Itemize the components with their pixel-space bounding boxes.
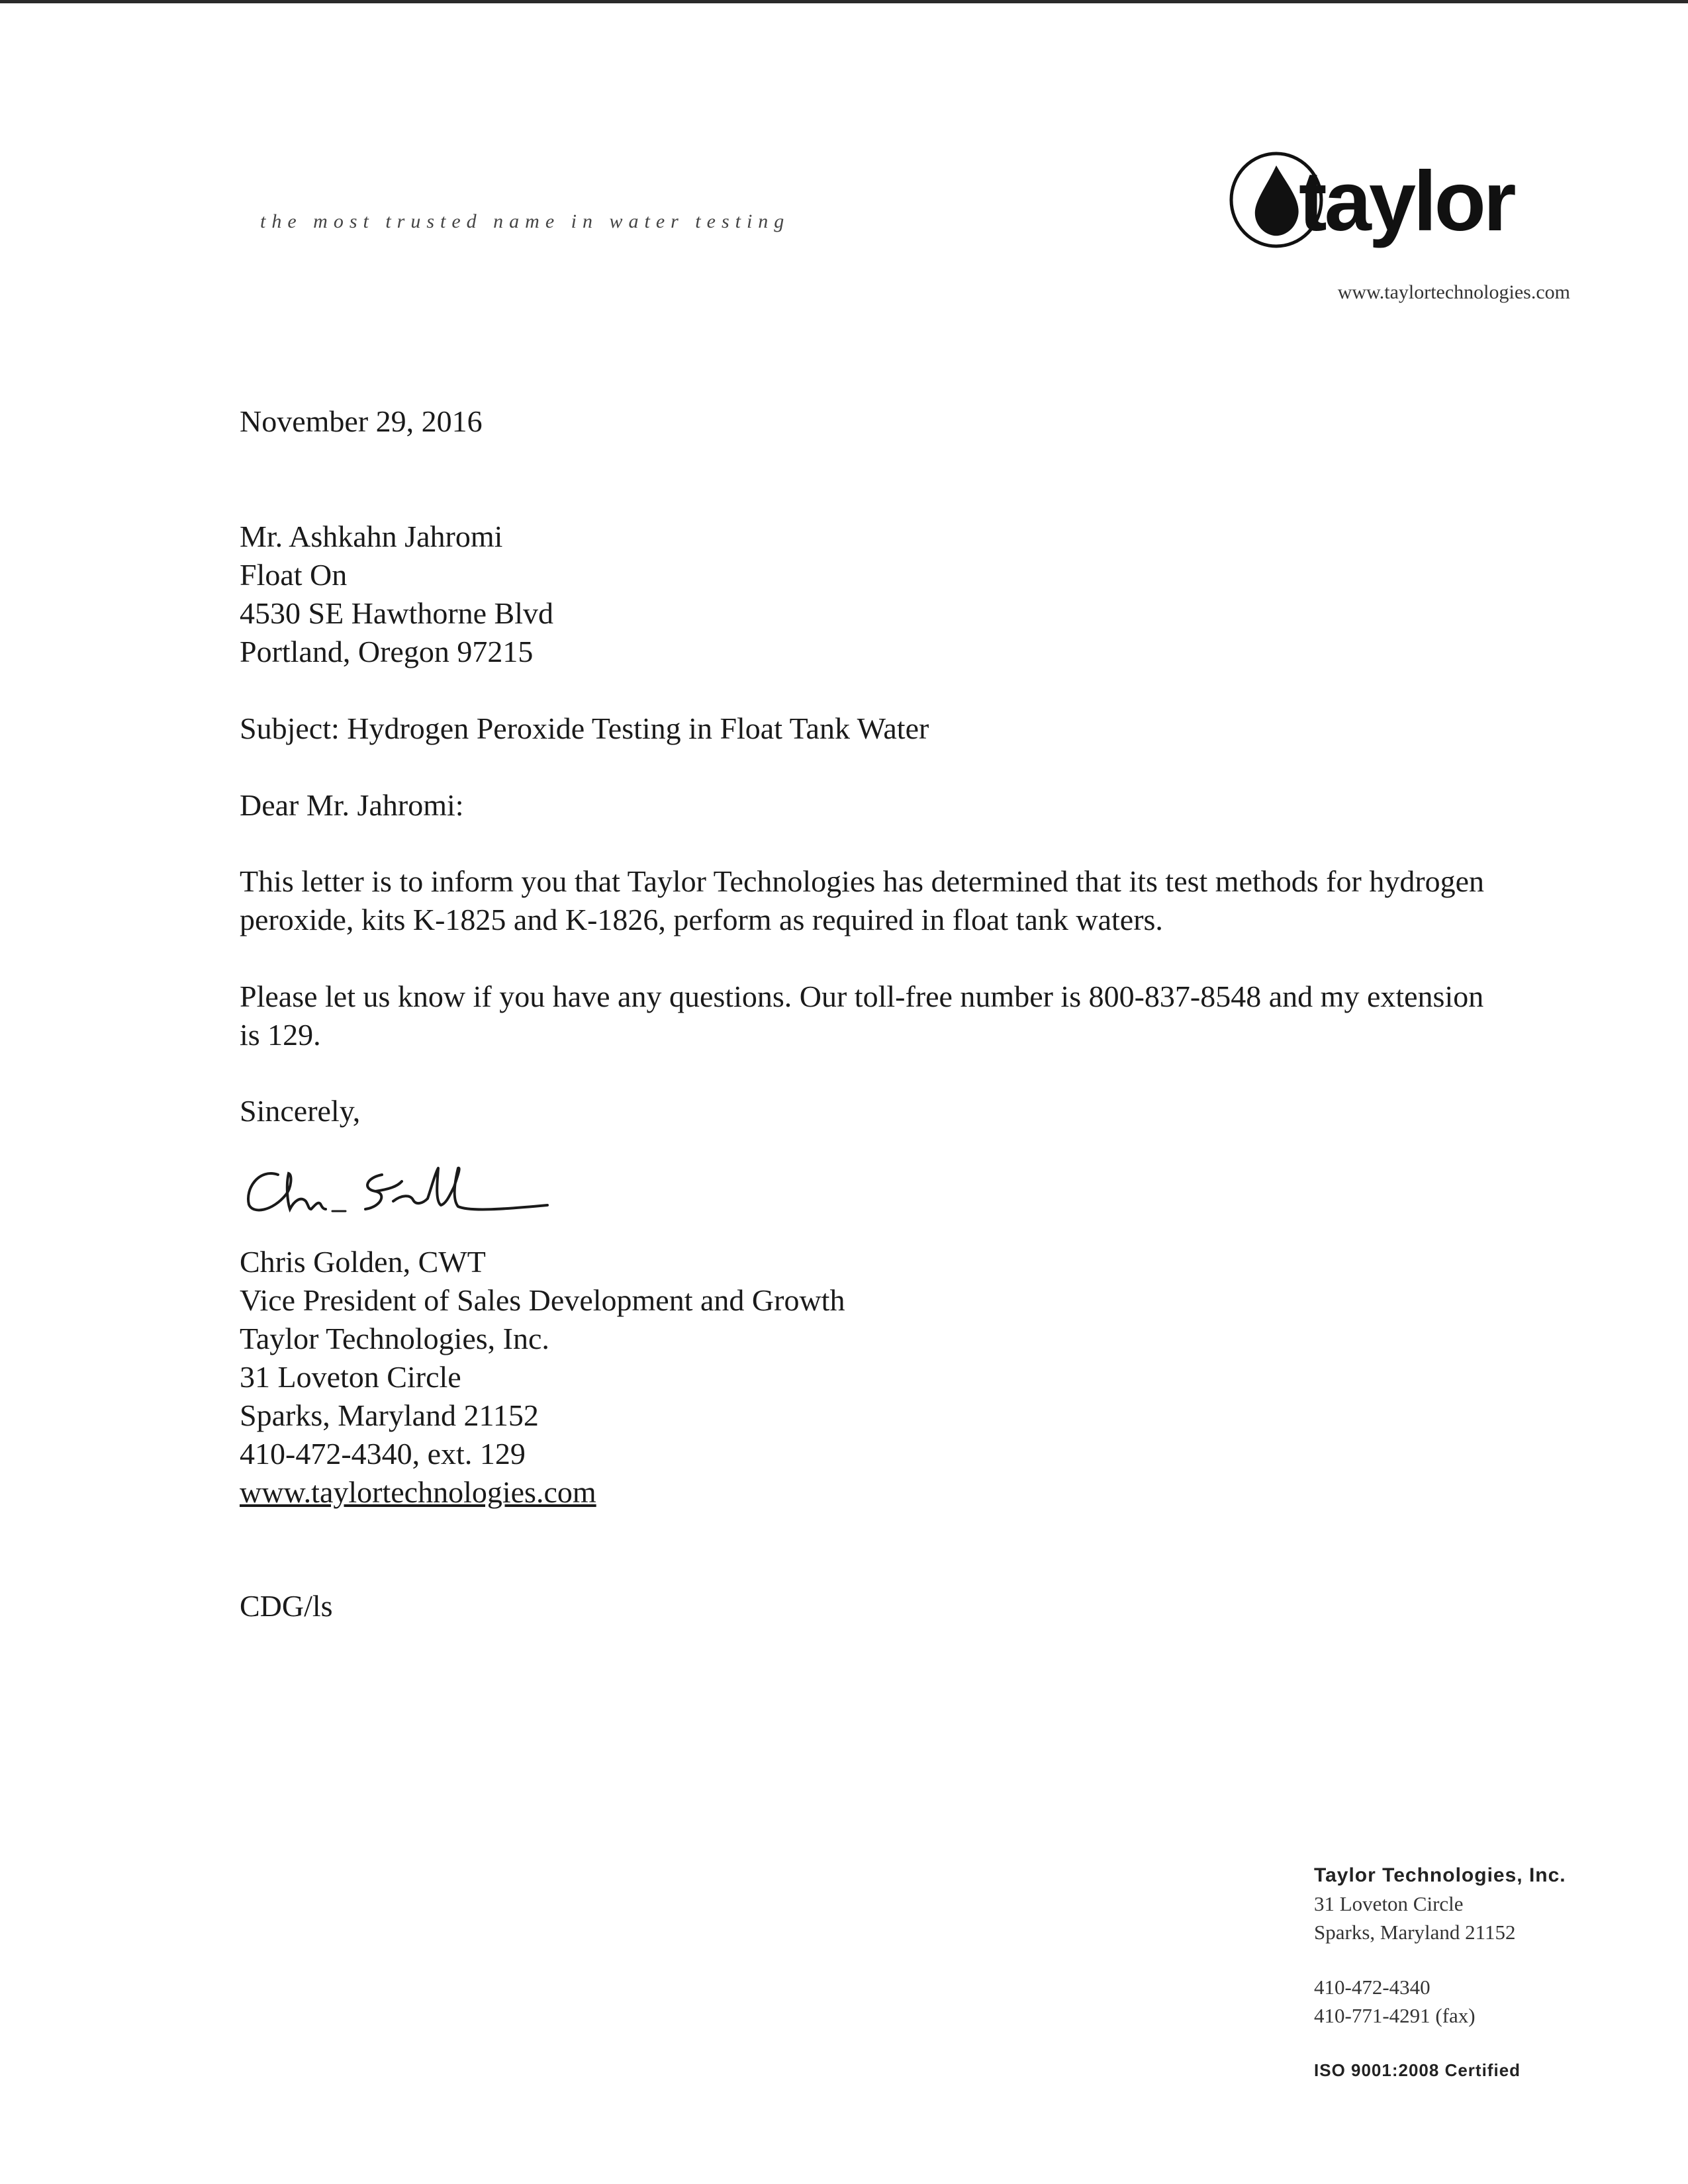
footer-city: Sparks, Maryland 21152 [1314,1921,1516,1944]
taylor-logo [1225,146,1569,251]
water-drop-icon [1255,165,1299,236]
signer-city: Sparks, Maryland 21152 [240,1398,539,1432]
letter-closing: Sincerely, [240,1094,361,1128]
footer-street: 31 Loveton Circle [1314,1892,1464,1915]
letter-subject: Subject: Hydrogen Peroxide Testing in Float Tank Water [240,711,929,745]
footer-iso-certification: ISO 9001:2008 Certified [1314,2060,1521,2080]
letter-paragraph-2: Please let us know if you have any questions. Our toll-free number is 800-837-8548 and my extension is 129. [240,979,1484,1052]
recipient-address [240,518,553,671]
company-tagline: the most trusted name in water testing [260,210,790,232]
recipient-street: 4530 SE Hawthorne Blvd [240,596,554,630]
signer-street: 31 Loveton Circle [240,1360,461,1394]
reference-initials: CDG/ls [240,1589,333,1623]
letter-paragraph-1: This letter is to inform you that Taylor Technologies has determined that its test methods for hydrogen peroxide, kits K-1825 and K-1826, perform as required in float tank waters. [240,864,1485,936]
header-website[interactable]: www.taylortechnologies.com [1337,281,1570,303]
letter-salutation: Dear Mr. Jahromi: [240,788,464,822]
footer-phone: 410-472-4340 [1314,1976,1430,1999]
footer-address-block [1314,1861,1566,2085]
signer-title: Vice President of Sales Development and Growth [240,1283,845,1317]
signer-company: Taylor Technologies, Inc. [240,1322,549,1355]
recipient-city: Portland, Oregon 97215 [240,635,534,668]
footer-company: Taylor Technologies, Inc. [1314,1864,1566,1886]
handwritten-signature [240,1148,551,1221]
recipient-name: Mr. Ashkahn Jahromi [240,520,503,553]
signer-phone: 410-472-4340, ext. 129 [240,1437,526,1471]
recipient-company: Float On [240,558,348,592]
letter-date: November 29, 2016 [240,404,483,438]
signature-block [240,1243,845,1512]
signer-website-link[interactable]: www.taylortechnologies.com [240,1475,596,1509]
signer-name: Chris Golden, CWT [240,1245,486,1279]
scan-top-edge [0,0,1688,3]
logo-wordmark: taylor [1299,154,1514,249]
footer-fax: 410-771-4291 (fax) [1314,2004,1476,2027]
